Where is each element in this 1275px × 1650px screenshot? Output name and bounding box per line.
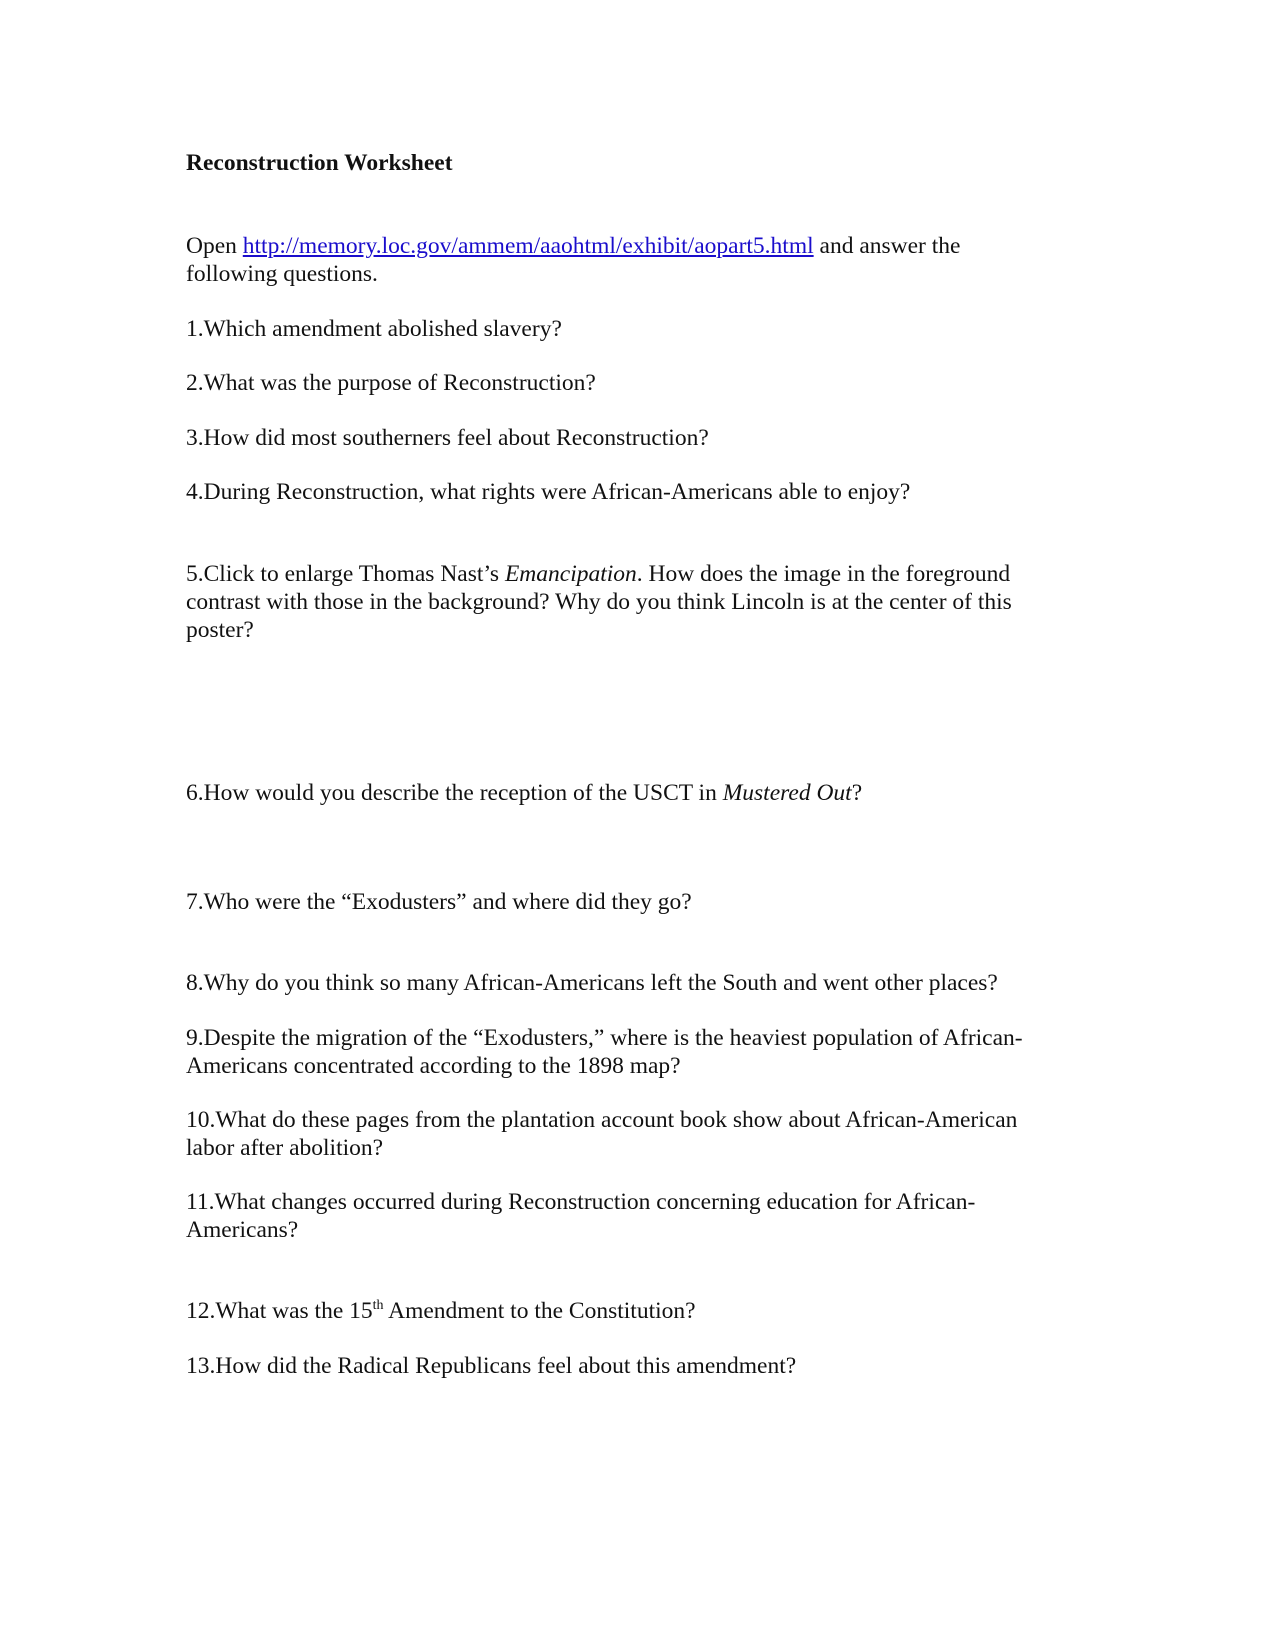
- page-title: Reconstruction Worksheet: [186, 150, 453, 176]
- question-5-post: . How does the image in the foreground: [636, 561, 1011, 587]
- intro-line-1: [186, 232, 960, 261]
- question-10-line-1: 10.What do these pages from the plantation account book show about African-American: [186, 1107, 1018, 1133]
- question-5-line-2: contrast with those in the background? Why do you think Lincoln is at the center of this: [186, 589, 1012, 615]
- question-5-artwork-title: Emancipation: [504, 561, 637, 587]
- question-3: 3.How did most southerners feel about Reconstruction?: [186, 425, 709, 451]
- question-12: [186, 1297, 696, 1326]
- question-5-pre: 5.Click to enlarge Thomas Nast’s: [186, 561, 505, 587]
- question-5-line-3: poster?: [186, 617, 254, 643]
- question-6-artwork-title: Mustered Out: [722, 780, 852, 806]
- intro-prefix: Open: [186, 233, 243, 259]
- intro-line-2: following questions.: [186, 261, 378, 287]
- question-10-line-2: labor after abolition?: [186, 1135, 384, 1161]
- question-9-line-2: Americans concentrated according to the 1898 map?: [186, 1053, 681, 1079]
- exhibit-link[interactable]: http://memory.loc.gov/ammem/aaohtml/exhibit/aopart5.html: [242, 233, 814, 259]
- question-2: 2.What was the purpose of Reconstruction?: [186, 370, 596, 396]
- question-7: 7.Who were the “Exodusters” and where did they go?: [186, 889, 692, 915]
- question-12-ordinal-suffix: th: [372, 1298, 384, 1314]
- question-13: 13.How did the Radical Republicans feel about this amendment?: [186, 1353, 797, 1379]
- question-6-pre: 6.How would you describe the reception of the USCT in: [186, 780, 723, 806]
- question-11-line-1: 11.What changes occurred during Reconstruction concerning education for African-: [186, 1189, 976, 1215]
- question-11-line-2: Americans?: [186, 1217, 299, 1243]
- question-6-post: ?: [851, 780, 863, 806]
- question-9-line-1: 9.Despite the migration of the “Exodusters,” where is the heaviest population of African-: [186, 1025, 1023, 1051]
- question-12-pre: 12.What was the 15: [186, 1298, 373, 1324]
- question-5-line-1: [186, 560, 1010, 589]
- question-6: [186, 779, 862, 808]
- question-8: 8.Why do you think so many African-Americans left the South and went other places?: [186, 970, 998, 996]
- question-4: 4.During Reconstruction, what rights were African-Americans able to enjoy?: [186, 479, 911, 505]
- question-1: 1.Which amendment abolished slavery?: [186, 316, 562, 342]
- intro-suffix: and answer the: [813, 233, 961, 259]
- question-12-post: Amendment to the Constitution?: [383, 1298, 696, 1324]
